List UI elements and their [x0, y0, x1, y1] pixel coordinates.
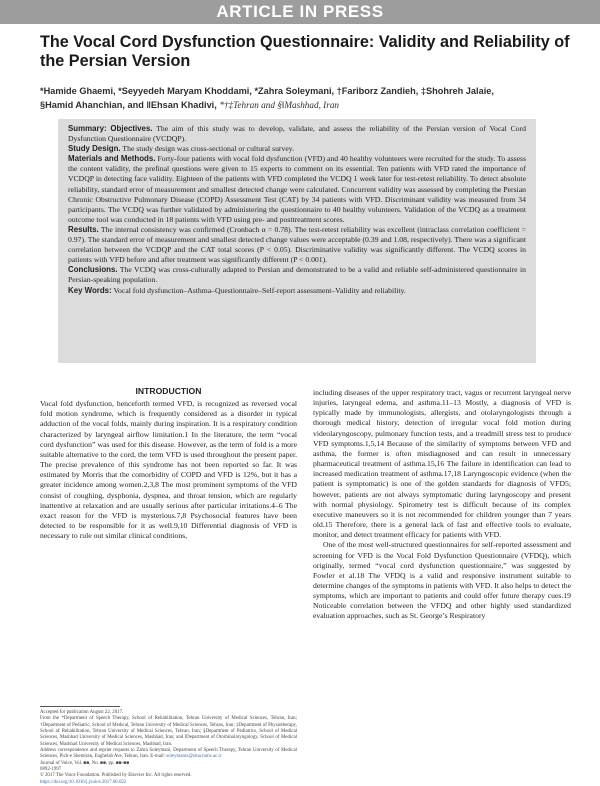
article-title: The Vocal Cord Dysfunction Questionnaire: Validity and Reliability of the Persian Version — [40, 33, 570, 70]
footnote-issn: 0892-1997 — [40, 767, 62, 773]
right-column — [313, 388, 571, 622]
footnote-affiliations: From the *Department of Speech Therapy, School of Rehabilitation, Tehran University of Medical Sciences, Tehran, Iran; †Department of Pediatric, School of Medical, Tehran University of Medical Sciences, Tehran, Iran; ‡Department of Physiotherapy, School of Rehabilitation, Tehran University of Medical Sciences, Tehran, Iran; §Department of Pediatrics, School of Medical Sciences, Mashhad University of Medical Sciences, Mashhad, Iran; and ‖Department of Otorhinolaryngology, School of Medical Sciences, Mashhad University of Medical Sciences, Mashhad, Iran. — [40, 716, 297, 747]
footnote-journal: Journal of Voice, Vol. ■■, No. ■■, pp. ■■-■■ — [40, 760, 130, 766]
conclusions-text: The VCDQ was cross-culturally adapted to Persian and demonstrated to be a valid and reliable self-administered questionnaire in Persian-speaking population. — [68, 265, 526, 285]
author-affiliations: *†‡Tehran and §‖Mashhad, Iran — [219, 100, 340, 110]
authors-line-2: §Hamid Ahanchian, and ‖Ehsan Khadivi, — [40, 100, 217, 110]
footnotes — [40, 710, 297, 786]
authors-line-1: *Hamide Ghaemi, *Seyyedeh Maryam Khoddami, *Zahra Soleymani, †Fariborz Zandieh, ‡Shohreh Jalaie, — [40, 86, 494, 96]
footnote-accepted: Accepted for publication August 22, 2017. — [40, 710, 124, 715]
intro-paragraph-2: including diseases of the upper respiratory tract, vagus or recurrent laryngeal nerve injuries, laryngeal edema, and asthma.11–13 Mostly, a diagnosis of VFD is typically made by immunologists, allergists, and otolaryngologists through a thorough medical history, detection of irregular vocal fold motion during videolaryngoscopy, pulmonary function tests, and a treadmill stress test to produce VFD symptoms.1,5,14 Because of the similarity of symptoms between VFD and asthma, the former is often misdiagnosed and can result in unnecessary pharmaceutical treatment of asthma.15,16 The failure in identification can lead to increased medication treatment of asthma.17,18 Laryngoscopic evidence (when the patient is symptomatic) is one of the golden standards for diagnosis of VFD5; however, patients are not always symptomatic during laryngoscopy and present with normal physiology. Spirometry test is difficult because of its complex executive maneuvers so it is not recommended for children younger than 7 years old.15 Therefore, there is a general lack of fast and effective tools to evaluate, monitor, and detect treatment efficacy for patients with VFD. — [313, 388, 571, 540]
author-list — [40, 84, 580, 112]
abstract-objectives — [68, 124, 526, 144]
design-label: Study Design. — [68, 144, 121, 154]
intro-paragraph-3: One of the most well-structured questionnaires for self-reported assessment and screening for VFD is the Vocal Fold Dysfunction Questionnaire (VFDQ), which originally, termed “vocal cord dysfunction questionnaire,” was suggested by Fowler et al.18 The VFDQ is a valid and responsive instrument suitable to determine changes of the symptoms in patients with VFD. It also helps to detect the symptoms, which are important to patients and could offer future therapy cues.19 Noticeable correlation between the VFDQ and other highly used standardized evaluation approaches, such as St. George’s Respiratory — [313, 540, 571, 621]
intro-paragraph-1: Vocal fold dysfunction, henceforth termed VFD, is recognized as reversed vocal fold motion syndrome, which is frequently considered as a disorder in typical adduction of the vocal folds, mainly during inspiration. It is a respiratory condition characterized by laryngeal airflow limitation.1 In the literature, the term “vocal cord dysfunction” was used for this disease. However, as the term of fold is a more suitable alternative to the cord, the term VFD is used throughout the present paper. The precise prevalence of this syndrome has not been reported so far. It was estimated by Morris that the comorbidity of COPD and VFD is 12%, but it has a greater incidence among women.2,3,8 The most prominent symptoms of the VFD consist of coughing, dysphonia, dyspnea, and throat tension, which are regularly inattentive at relaxation and are usually serious after particular irritations.4–6 The exact reason for the VFD is mysterious.7,8 Psychosocial features have been detected to be responsible for it as well.9,10 Differential diagnosis of VFD is necessary to rule out similar clinical conditions, — [40, 399, 297, 541]
abstract-conclusions — [68, 265, 526, 285]
footnote-divider — [40, 706, 120, 707]
introduction-heading: INTRODUCTION — [135, 386, 202, 396]
keywords-text: Vocal fold dysfunction–Asthma–Questionnaire–Self-report assessment–Validity and reliability. — [113, 285, 406, 295]
email-link[interactable]: soleymaniz@sina.tums.ac.ir — [166, 754, 222, 760]
conclusions-label: Conclusions. — [68, 265, 118, 275]
abstract-box — [58, 119, 536, 363]
abstract-results — [68, 225, 526, 265]
methods-text: Forty-four patients with vocal fold dysfunction (VFD) and 40 healthy volunteers were recruited for the study. To assess the content validity, the prefinal questions were given to 15 experts to comment on its essential. Ten patients with VFD rated the importance of VCDQP in detecting face validity. Eighteen of the patients with VFD completed the VCDQ 1 week later for test-retest reliability. To detect absolute reliability, standard error of measurement and smallest detected change were calculated. Concurrent validity was assessed by completing the Persian Chronic Obstructive Pulmonary Disease (COPD) Assessment Test (CAT) by 34 patients with VFD. Discriminant validity was measured from 34 participants. The VCDQ was further validated by administering the questionnaire to 40 healthy volunteers. Validation of the VCDQ as a treatment outcome tool was conducted in 18 patients with VFD using pre- and posttreatment scores. — [68, 154, 526, 224]
results-label: Results. — [68, 224, 99, 234]
objectives-label: Objectives. — [110, 124, 153, 133]
summary-label: Summary: — [68, 124, 107, 133]
abstract-methods — [68, 154, 526, 225]
doi-link[interactable]: https://doi.org/10.1016/j.jvoice.2017.08.022 — [40, 779, 127, 785]
left-column — [40, 386, 297, 541]
article-in-press-banner: ARTICLE IN PRESS — [0, 0, 600, 24]
results-text: The internal consistency was confirmed (Cronbach α = 0.78). The test-retest reliability was excellent (intraclass correlation coefficient = 0.97). The standard error of measurement and smallest detected change values were acceptable (0.39 and 1.08, respectively). There was a significant correlation between the VCDQP and the CAT total scores (P < 0.05). Discriminative validity was significantly different. The VCDQ scores in patients with VFD before and after treatment was significantly different (P < 0.001). — [68, 224, 526, 265]
design-text: The study design was cross-sectional or cultural survey. — [122, 144, 294, 154]
objectives-text: The aim of this study was to develop, validate, and assess the reliability of the Persian version of Vocal Cord Dysfunction Questionnaire (VCDQP). — [68, 124, 527, 144]
abstract-keywords — [68, 286, 526, 296]
correspondence-text: Address correspondence and reprint requests to Zahra Soleymani, Department of Speech Therapy, Tehran University of Medical Sciences, Pich-e Shemiran, Enghelab Ave, Tehran, Iran. E-mail: — [40, 748, 297, 760]
methods-label: Materials and Methods. — [68, 154, 156, 164]
footnote-correspondence — [40, 748, 297, 761]
keywords-label: Key Words: — [68, 285, 112, 295]
abstract-design — [68, 144, 526, 154]
footnote-copyright: © 2017 The Voice Foundation. Published by Elsevier Inc. All rights reserved. — [40, 773, 192, 779]
